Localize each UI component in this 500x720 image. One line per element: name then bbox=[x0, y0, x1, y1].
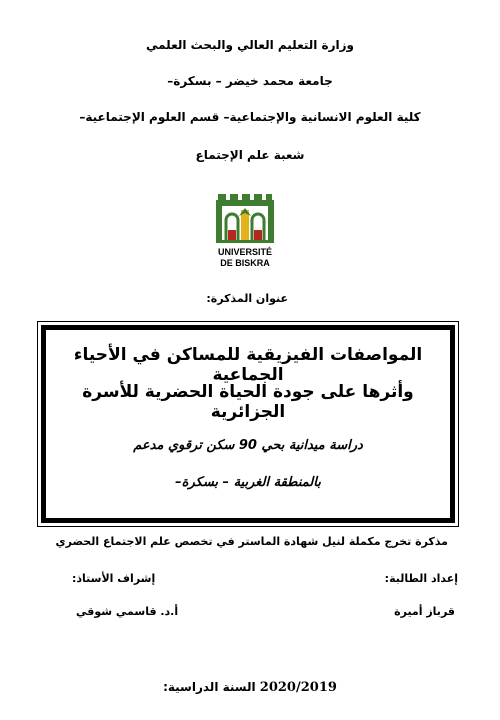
logo-text-line1: UNIVERSITÉ bbox=[217, 247, 273, 257]
title-frame bbox=[41, 325, 455, 523]
academic-year bbox=[0, 680, 500, 695]
university-logo bbox=[206, 190, 284, 272]
supervisor-name: أ.د. قاسمي شوقي bbox=[76, 605, 179, 618]
ministry-heading: وزارة التعليم العالي والبحث العلمي bbox=[145, 38, 355, 52]
thesis-title-line-1: المواصفات الفيزيقية للمساكن في الأحياء الجماعية bbox=[73, 345, 423, 385]
memo-title-label: عنوان المذكرة: bbox=[206, 292, 288, 305]
student-label: إعداد الطالبة: bbox=[384, 572, 458, 585]
branch-heading: شعبة علم الإجتماع bbox=[195, 148, 305, 162]
university-heading: جامعة محمد خيضر – بسكرة– bbox=[167, 74, 333, 88]
study-subtitle-line-2: بالمنطقة الغربية – بسكرة– bbox=[175, 475, 321, 490]
academic-year-label: السنة الدراسية: bbox=[163, 680, 256, 694]
university-of-biskra-logo-icon bbox=[206, 190, 284, 272]
supervisor-label: إشراف الأستاذ: bbox=[72, 572, 156, 585]
faculty-heading: كلية العلوم الانسانية والإجتماعية– قسم العلوم الإجتماعية– bbox=[79, 110, 421, 124]
logo-text-line2: DE BISKRA bbox=[220, 258, 270, 268]
academic-year-value: 2020/2019 bbox=[259, 680, 337, 695]
thesis-title-line-2: وأثرها على جودة الحياة الحضرية للأسرة الجزائرية bbox=[82, 382, 414, 422]
study-subtitle-line-1: دراسة ميدانية بحي 90 سكن ترقوي مدعم bbox=[133, 438, 363, 453]
student-name: قرباز أميرة bbox=[394, 605, 455, 618]
degree-note: مذكرة تخرج مكملة لنيل شهادة الماستر في تخصص علم الاجتماع الحضري bbox=[55, 535, 448, 548]
